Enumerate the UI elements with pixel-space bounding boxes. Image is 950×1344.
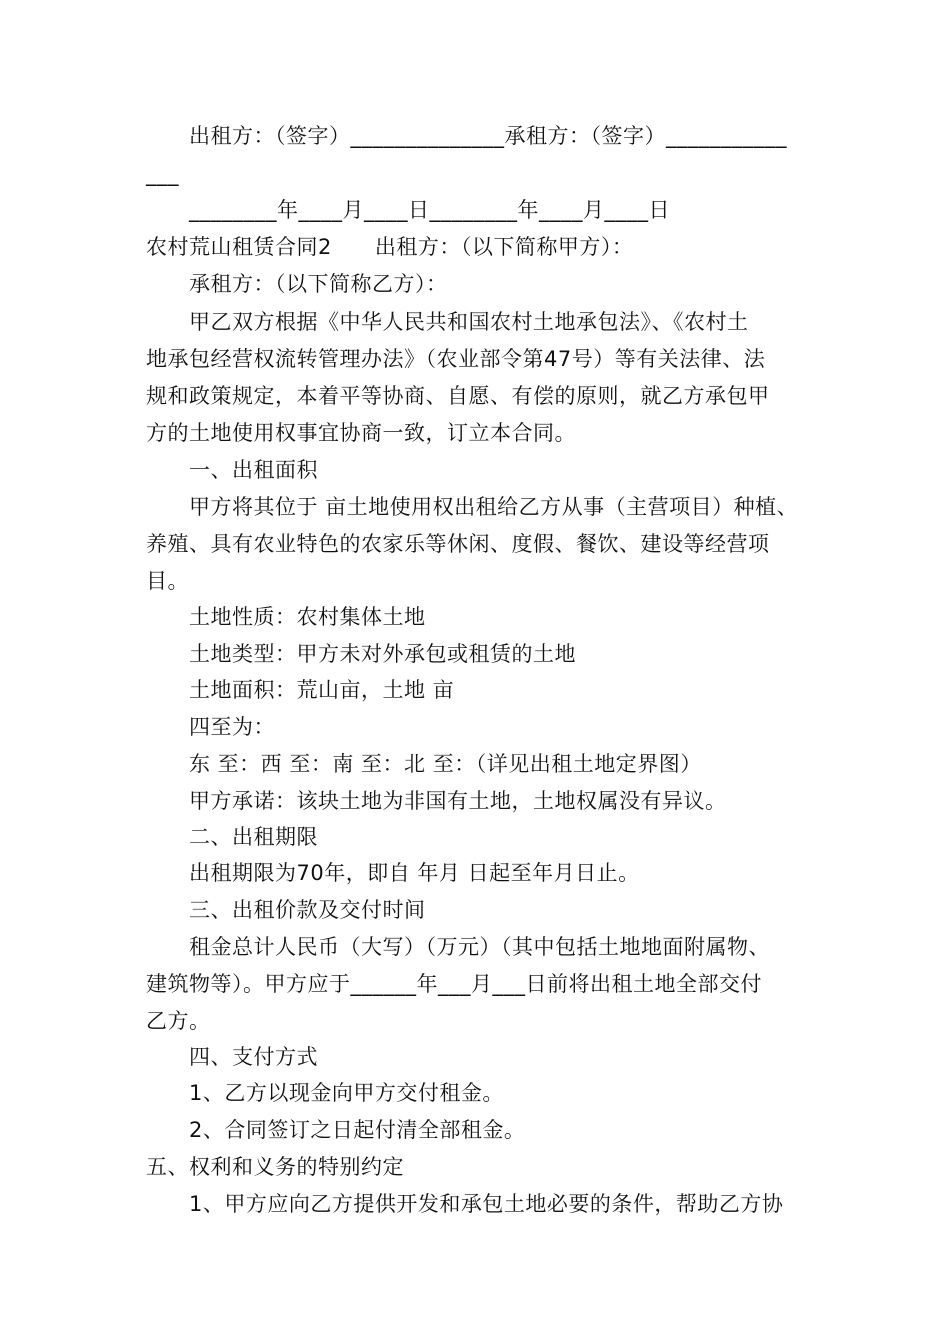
- paragraph-line: 1、甲方应向乙方提供开发和承包土地必要的条件，帮助乙方协: [189, 1192, 784, 1216]
- section-heading: 四、支付方式: [189, 1045, 318, 1069]
- paragraph-line: 土地性质：农村集体土地: [189, 605, 426, 629]
- section-heading: 一、出租面积: [189, 458, 318, 482]
- section-heading: 二、出租期限: [189, 825, 318, 849]
- paragraph-line: 建筑物等）。甲方应于______年___月___日前将出租土地全部交付: [146, 972, 762, 996]
- paragraph-line: 甲乙双方根据《中华人民共和国农村土地承包法》、《农村土: [189, 310, 749, 334]
- paragraph-line: 四至为：: [189, 715, 275, 739]
- paragraph-line: 1、乙方以现金向甲方交付租金。: [189, 1081, 504, 1105]
- contract-title-line: 农村荒山租赁合同2 出租方：（以下简称甲方）：: [146, 235, 634, 259]
- signature-line-continued: ___: [146, 162, 179, 186]
- paragraph-line: 甲方将其位于 亩土地使用权出租给乙方从事（主营项目）种植、: [189, 495, 799, 519]
- date-line: ________年____月____日________年____月____日: [189, 198, 670, 222]
- paragraph-line: 土地面积：荒山亩，土地 亩: [189, 678, 455, 702]
- paragraph-line: 乙方。: [146, 1009, 211, 1033]
- paragraph-line: 出租期限为70年，即自 年月 日起至年月日止。: [189, 861, 640, 885]
- paragraph-line: 养殖、具有农业特色的农家乐等休闲、度假、餐饮、建设等经营项: [146, 532, 770, 556]
- paragraph-line: 租金总计人民币（大写）（万元）（其中包括土地地面附属物、: [189, 935, 770, 959]
- paragraph-line: 东 至：西 至：南 至：北 至：（详见出租土地定界图）: [189, 752, 702, 776]
- signature-line: 出租方：（签字）______________承租方：（签字）___________: [189, 124, 787, 148]
- lessee-line: 承租方：（以下简称乙方）：: [189, 272, 448, 296]
- paragraph-line: 方的土地使用权事宜协商一致，订立本合同。: [146, 421, 576, 445]
- paragraph-line: 目。: [146, 569, 189, 593]
- paragraph-line: 甲方承诺：该块土地为非国有土地，土地权属没有异议。: [189, 789, 727, 813]
- paragraph-line: 地承包经营权流转管理办法》（农业部令第47号）等有关法律、法: [146, 347, 766, 371]
- section-heading: 五、权利和义务的特别约定: [146, 1155, 404, 1179]
- paragraph-line: 土地类型：甲方未对外承包或租赁的土地: [189, 642, 576, 666]
- paragraph-line: 2、合同签订之日起付清全部租金。: [189, 1118, 526, 1142]
- section-heading: 三、出租价款及交付时间: [189, 898, 426, 922]
- paragraph-line: 规和政策规定，本着平等协商、自愿、有偿的原则，就乙方承包甲: [146, 384, 770, 408]
